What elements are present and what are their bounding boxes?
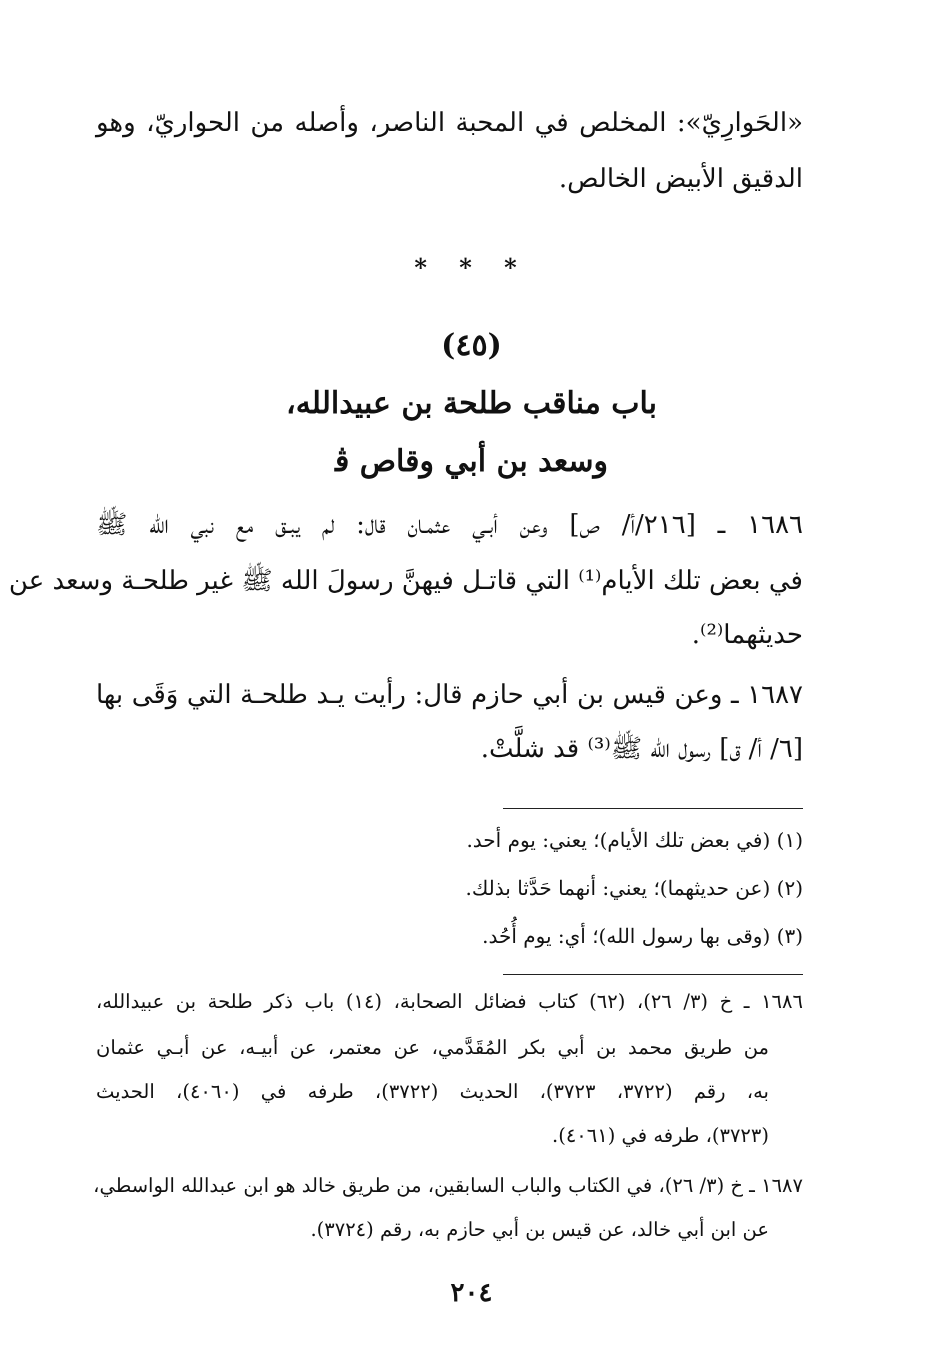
source-1686-line-3: به، رقم (٣٧٢٢، ٣٧٢٣)، الحديث (٣٧٢٢)، طرفه في (٤٠٦٠)، الحديث — [96, 1080, 769, 1103]
section-number: (٤٥) — [441, 328, 502, 363]
hadith-1686-line-3: حديثهما⁽²⁾. — [691, 620, 803, 650]
source-1686-line-2: من طريق محمد بن أبي بكر المُقَدَّمي، عن معتمر، عن أبيـه، عن أبـي عثمان — [96, 1036, 769, 1059]
separator-stars: * * * — [414, 253, 529, 282]
intro-line-2: الدقيق الأبيض الخالص. — [558, 164, 803, 194]
section-title-line-1: باب مناقب طلحة بن عبيدالله، — [286, 386, 657, 421]
source-1687-line-1: ١٦٨٧ ـ خ (٣/ ٢٦)، في الكتاب والباب السابقين، من طريق خالد هو ابن عبدالله الواسطي، — [93, 1174, 803, 1197]
footnote-3: (٣) (وقى بها رسول الله)؛ أي: يوم أُحُد. — [482, 924, 803, 948]
intro-line-1: «الحَوارِيّ»: المخلص في المحبة الناصر، وأصله من الحواريّ، وهو — [96, 108, 803, 138]
page-number: ٢٠٤ — [450, 1278, 493, 1308]
hadith-1686-line-1: ١٦٨٦ ـ [٢١٦/أ/ ص] وعن أبـي عثمـان قال: لم يبـق مع نبي الله ﷺ — [96, 510, 804, 540]
source-1687-line-2: عن ابن أبي خالد، عن قيس بن أبي حازم به، رقم (٣٧٢٤). — [310, 1218, 769, 1241]
hadith-1687-line-2: [٦/ أ/ ق] رسول الله ﷺ⁽³⁾ قد شلَّتْ. — [480, 734, 803, 764]
source-1686-line-1: ١٦٨٦ ـ خ (٣/ ٢٦)، (٦٢) كتاب فضائل الصحابة، (١٤) باب ذكر طلحة بن عبيدالله، — [96, 990, 803, 1013]
sources-divider — [503, 974, 803, 975]
hadith-1686-line-2: في بعض تلك الأيام⁽¹⁾ التي قاتـل فيهنَّ رسولَ الله ﷺ غير طلحـة وسعد عن — [8, 566, 803, 596]
source-1686-line-4: (٣٧٢٣)، طرفه في (٤٠٦١). — [552, 1124, 769, 1147]
section-title-line-2: وسعد بن أبي وقاص ﭬ — [334, 444, 609, 479]
footnote-1: (١) (في بعض تلك الأيام)؛ يعني: يوم أحد. — [466, 828, 803, 852]
footnote-divider — [503, 808, 803, 809]
hadith-1687-line-1: ١٦٨٧ ـ وعن قيس بن أبي حازم قال: رأيت يـد طلحـة التي وَقَى بها — [96, 680, 803, 710]
footnote-2: (٢) (عن حديثهما)؛ يعني: أنهما حَدَّثا بذلك. — [465, 876, 803, 900]
